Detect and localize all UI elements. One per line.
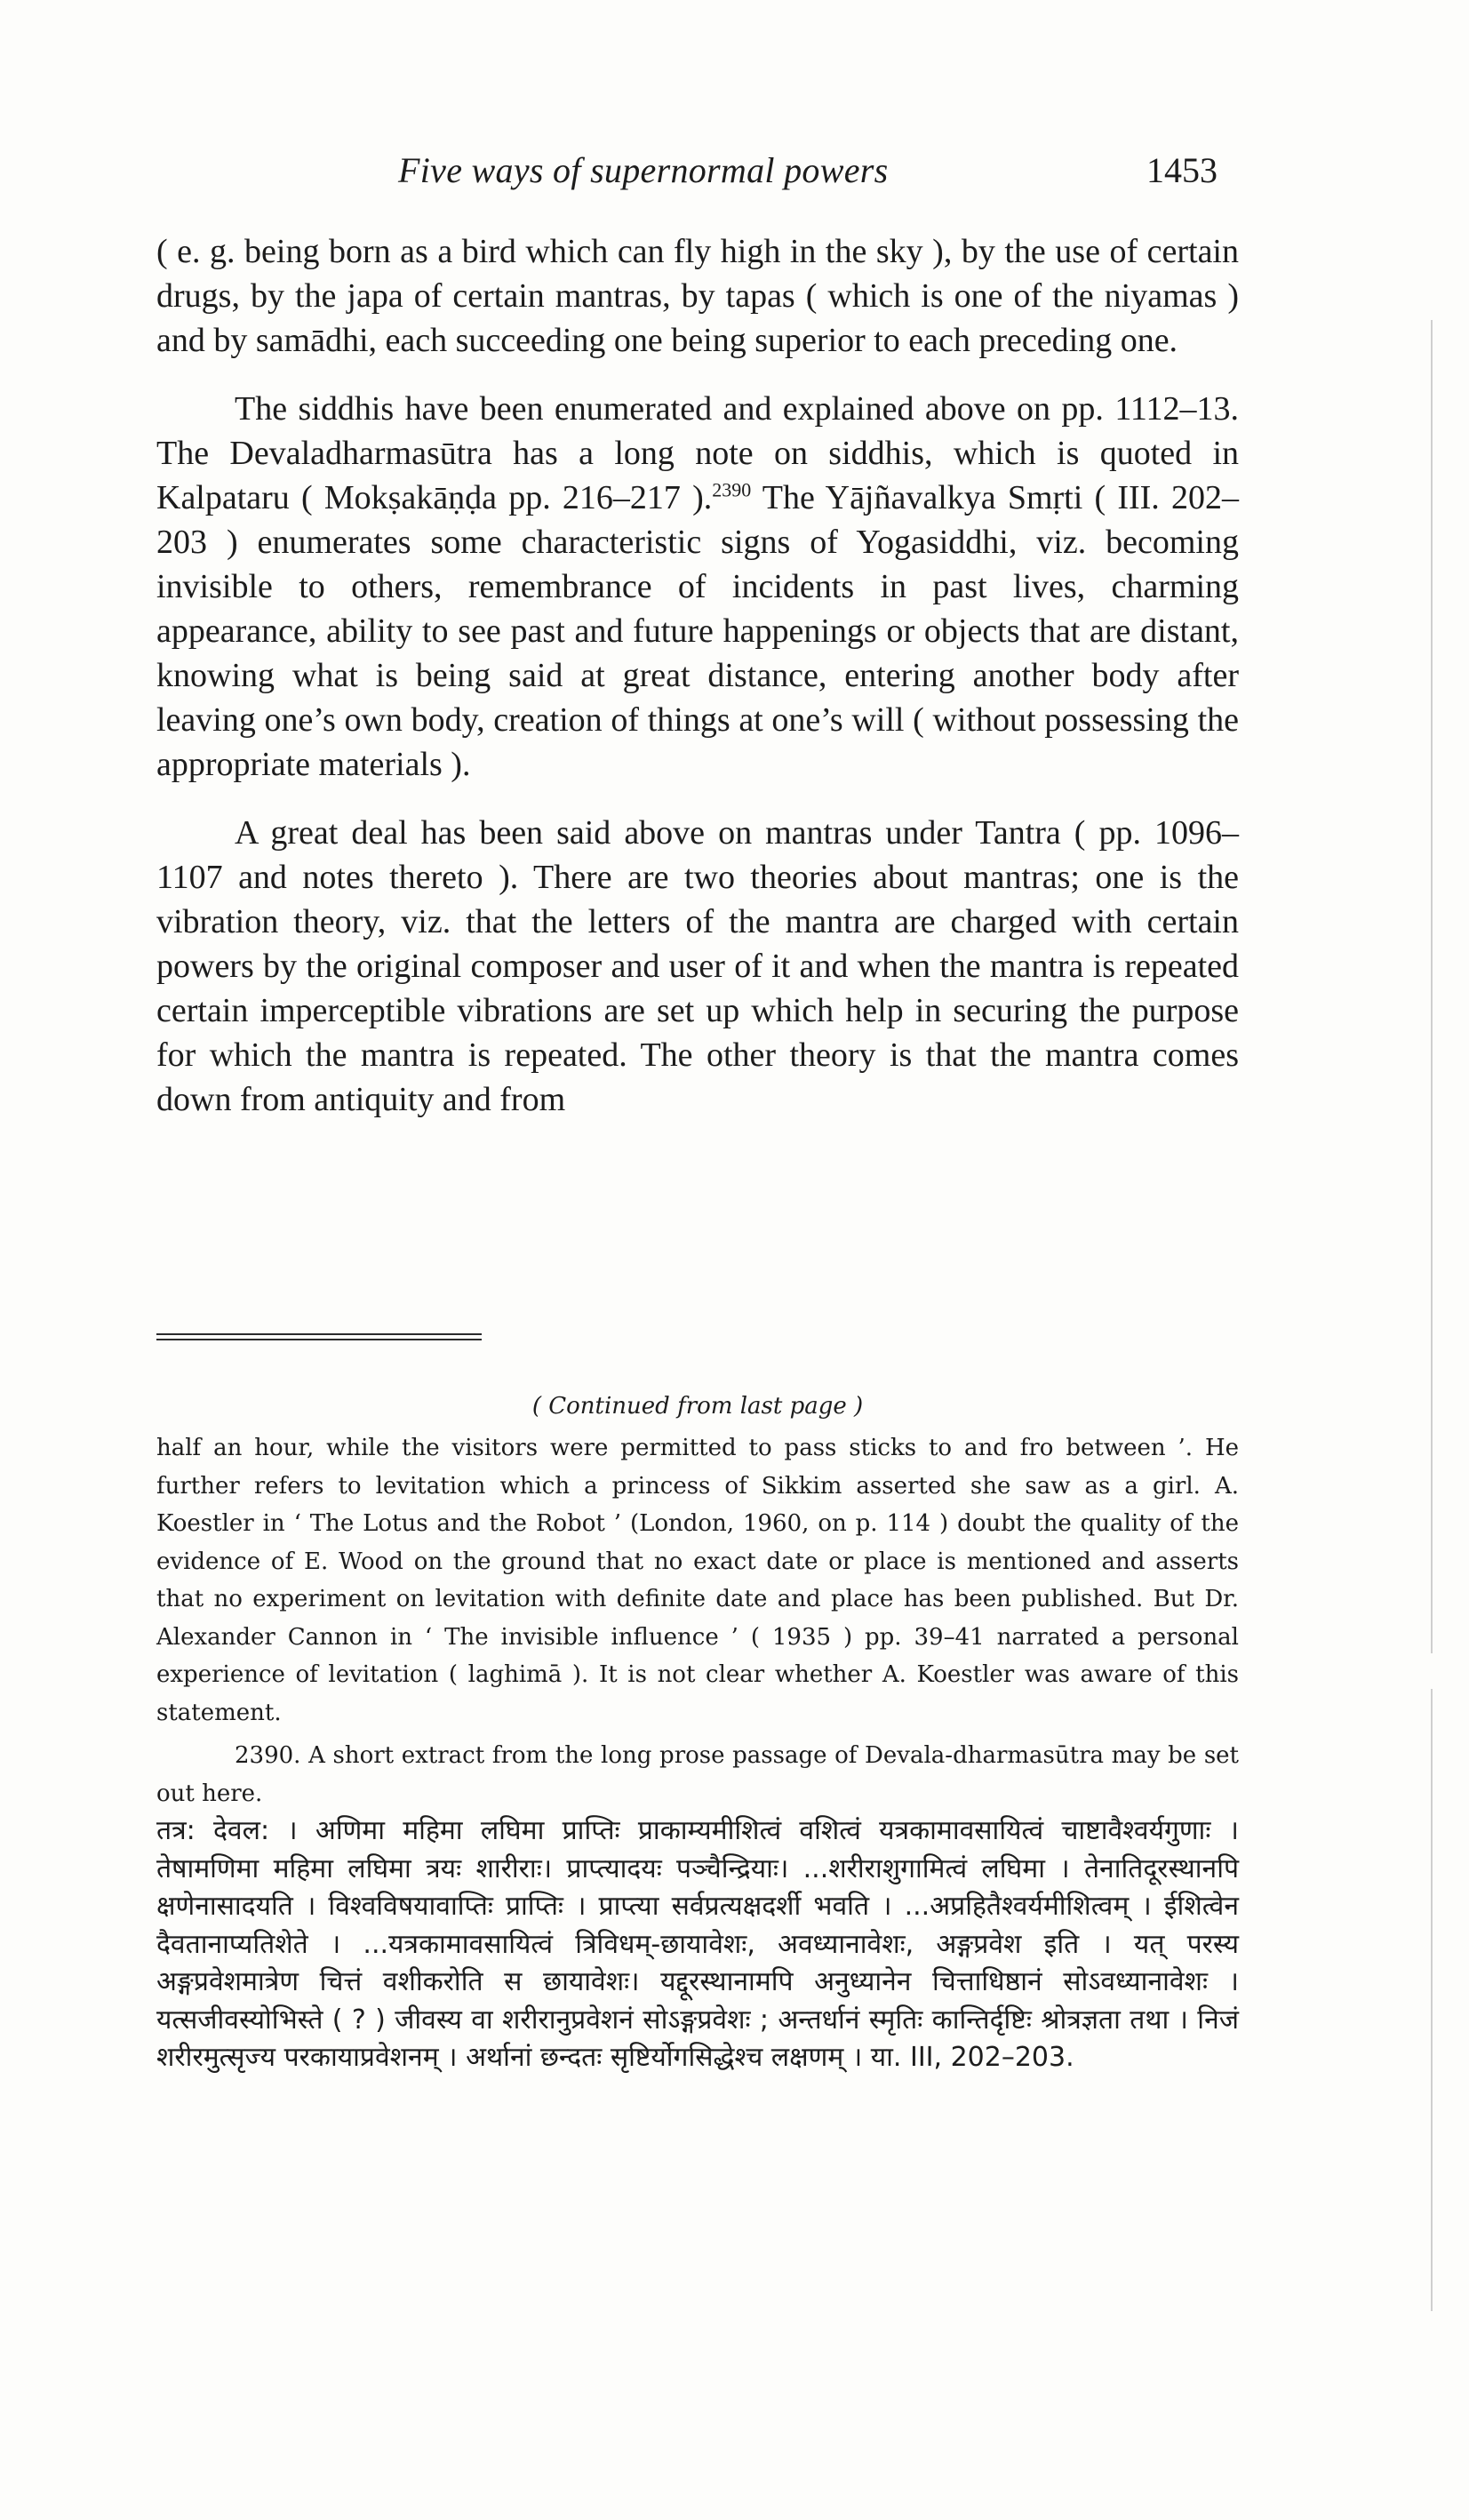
footnote-intro: A short extract from the long prose passage of Devala-dharmasūtra may be set out here. bbox=[156, 1742, 1239, 1807]
continued-footnote: half an hour, while the visitors were permitted to pass sticks to and fro between ’. He further refers to levitation which a princess of Sikkim asserted she saw as a girl. A. Koestler in ‘ The Lotus and the Robot ’ (London, 1960, on p. 114 ) doubt the quality of the evidence of E. Wood on the ground that no exact date or place is mentioned and asserts that no experiment on levitation with definite date and place has been published. But Dr. Alexander Cannon in ‘ The invisible influence ’ ( 1935 ) pp. 39–41 narrated a personal experience of levitation ( laghimā ). It is not clear whether A. Koestler was aware of this statement. bbox=[156, 1435, 1239, 1726]
body-paragraph-3: A great deal has been said above on mantras under Tantra ( pp. 1096–1107 and notes thereto ). There are two theories about mantras; one is the vibration theory, viz. that the letters of the mantra are charged with certain powers by the original composer and user of it and when the mantra is repeated certain imperceptible vibrations are set up which help in securing the purpose for which the mantra is repeated. The other theory is that the mantra comes down from antiquity and from bbox=[156, 814, 1239, 1118]
body-paragraph-2-text: The siddhis have been enumerated and explained above on pp. 1112–13. The Devaladharmasūtra has a long note on siddhis, which is quoted in Kalpataru ( Mokṣakāṇḍa pp. 216–217 ). bbox=[156, 390, 1239, 516]
page-edge-mark-lower bbox=[1431, 1689, 1433, 2311]
page-number: 1453 bbox=[1146, 150, 1218, 190]
footnote-2390 bbox=[156, 1737, 1239, 1812]
footnote-number: 2390. bbox=[235, 1742, 301, 1769]
page-edge-mark bbox=[1431, 320, 1433, 1653]
body-paragraph-1: ( e. g. being born as a bird which can fly high in the sky ), by the use of certain drugs, by the japa of certain mantras, by tapas ( which is one of the niyamas ) and by samādhi, each succeeding one being superior to each preceding one. bbox=[156, 233, 1239, 359]
footnote-separator-rule bbox=[156, 1333, 482, 1335]
body-paragraph-2-continuation: The Yājñavalkya Smṛti ( III. 202–203 ) enumerates some characteristic signs of Yogasiddhi, viz. becoming invisible to others, remembrance of incidents in past lives, charming appearance, ability to see past and future happenings or objects that are distant, knowing what is being said at great distance, entering another body after leaving one’s own body, creation of things at one’s will ( without possessing the appropriate materials ). bbox=[156, 479, 1239, 783]
continued-label: ( Continued from last page ) bbox=[531, 1393, 864, 1420]
main-text bbox=[156, 229, 1239, 1146]
footnote-reference: 2390 bbox=[712, 478, 752, 501]
sanskrit-quotation: तत्र: देवल: । अणिमा महिमा लघिमा प्राप्तिः प्राकाम्यमीशित्वं वशित्वं यत्रकामावसायित्वं चाष्टावैश्वर्यगुणाः । तेषामणिमा महिमा लघिमा त्रयः शारीराः। प्राप्त्यादयः पञ्चैन्द्रियाः। ...शरीराशुगामित्वं लघिमा । तेनातिदूरस्थानपि क्षणेनासादयति । विश्वविषयावाप्तिः प्राप्तिः । प्राप्त्या सर्वप्रत्यक्षदर्शी भवति । ...अप्रहितैश्वर्यमीशित्वम् । ईशित्वेन दैवतानाप्यतिशेते । ...यत्रकामावसायित्वं त्रिविधम्-छायावेशः, अवध्यानावेशः, अङ्गप्रवेश इति । यत् परस्य अङ्गप्रवेशमात्रेण चित्तं वशीकरोति स छायावेशः। यद्दूरस्थानामपि अनुध्यानेन चित्ताधिष्ठानं सोऽवध्यानावेशः । यत्सजीवस्योभिस्ते ( ? ) जीवस्य वा शरीरानुप्रवेशनं सोऽङ्गप्रवेशः ; अन्तर्धानं स्मृतिः कान्तिर्दृष्टिः श्रोत्रज्ञता तथा । निजं शरीरमुत्सृज्य परकायाप्रवेशनम् । अर्थानां छन्दतः सृष्टिर्योगसिद्धेश्च लक्षणम् । या. III, 202–203. bbox=[156, 1815, 1239, 2073]
footnote-separator-rule-2 bbox=[156, 1339, 482, 1340]
running-title: Five ways of supernormal powers bbox=[398, 150, 889, 190]
footnotes bbox=[156, 1387, 1239, 2077]
page-header bbox=[0, 144, 1469, 197]
body-paragraph-2 bbox=[156, 387, 1239, 787]
